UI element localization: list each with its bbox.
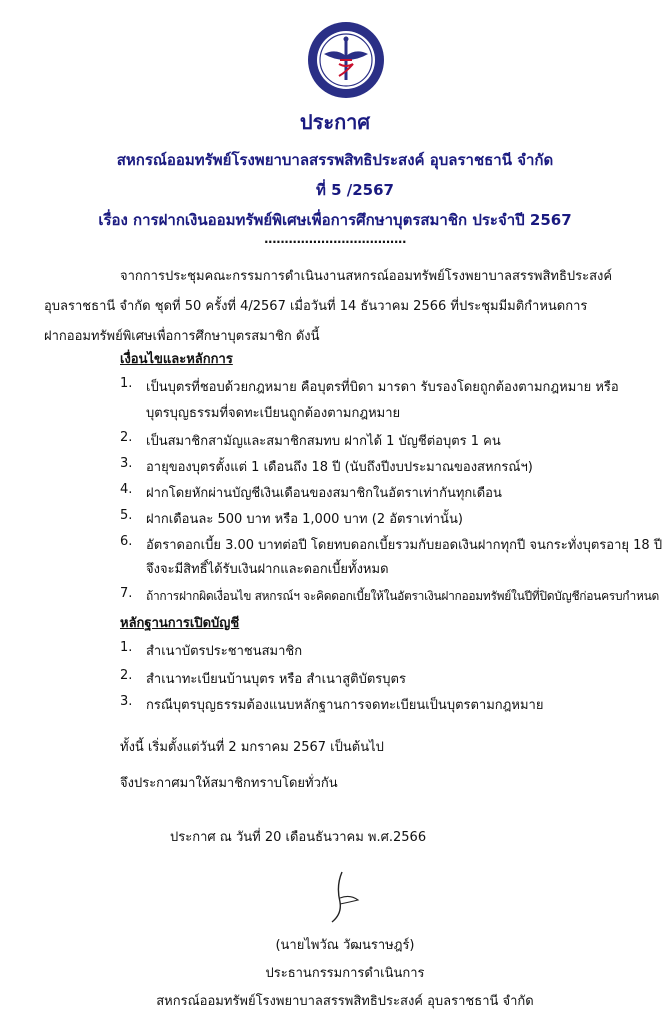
signature-icon [320,868,370,928]
item-number: 5. [120,508,133,523]
item-text: สำเนาบัตรประชาชนสมาชิก [146,644,303,659]
separator-dots: ................................... [263,232,407,246]
item-number: 3. [120,694,133,709]
item-text: กรณีบุตรบุญธรรมต้องแนบหลักฐานการจดทะเบียนเป็นบุตรตามกฎหมาย [146,698,544,713]
coop-emblem-icon [306,20,386,100]
item-text-cont: บุตรบุญธรรมที่จดทะเบียนถูกต้องตามกฎหมาย [146,406,401,421]
item-text: ถ้าการฝากผิดเงื่อนไข สหกรณ์ฯ จะคิดดอกเบี้ยให้ในอัตราเงินฝากออมทรัพย์ในปีที่ปิดบัญชีก่อนครบกำหนด [146,589,659,603]
documents-heading: หลักฐานการเปิดบัญชี [120,616,240,631]
item-text: อัตราดอกเบี้ย 3.00 บาทต่อปี โดยทบดอกเบี้ยรวมกับยอดเงินฝากทุกปี จนกระทั่งบุตรอายุ 18 ปี [146,538,663,553]
page-title: ประกาศ [299,110,371,134]
intro-line-3: ฝากออมทรัพย์พิเศษเพื่อการศึกษาบุตรสมาชิก ดังนี้ [44,329,320,344]
item-number: 6. [120,534,133,549]
announcement-subject: เรื่อง การฝากเงินออมทรัพย์พิเศษเพื่อการศึกษาบุตรสมาชิก ประจำปี 2567 [98,211,572,229]
item-text: ฝากเดือนละ 500 บาท หรือ 1,000 บาท (2 อัตราเท่านั้น) [146,512,463,527]
item-number: 7. [120,586,133,601]
item-text: สำเนาทะเบียนบ้านบุตร หรือ สำเนาสูติบัตรบุตร [146,672,406,687]
intro-line-2: อุบลราชธานี จำกัด ชุดที่ 50 ครั้งที่ 4/2567 เมื่อวันที่ 14 ธันวาคม 2566 ที่ประชุมมีมติกำหนดการ [44,299,588,314]
intro-line-1: จากการประชุมคณะกรรมการดำเนินงานสหกรณ์ออมทรัพย์โรงพยาบาลสรรพสิทธิประสงค์ [120,269,613,284]
item-number: 1. [120,376,133,391]
signer-name: (นายไพวัณ วัฒนราษฎร์) [275,938,415,953]
item-number: 2. [120,430,133,445]
announce-date: ประกาศ ณ วันที่ 20 เดือนธันวาคม พ.ศ.2566 [170,830,427,845]
announcement-number: ที่ 5 /2567 [316,181,394,199]
effective-date: ทั้งนี้ เริ่มตั้งแต่วันที่ 2 มกราคม 2567 เป็นต้นไป [120,740,384,755]
item-number: 1. [120,640,133,655]
item-text-cont: จึงจะมีสิทธิ์ได้รับเงินฝากและดอกเบี้ยทั้งหมด [146,562,389,577]
notice-line: จึงประกาศมาให้สมาชิกทราบโดยทั่วกัน [120,776,338,791]
item-number: 4. [120,482,133,497]
item-text: เป็นบุตรที่ชอบด้วยกฎหมาย คือบุตรที่บิดา มารดา รับรองโดยถูกต้องตามกฎหมาย หรือ [146,380,619,395]
conditions-heading: เงื่อนไขและหลักการ [120,352,233,367]
signer-org: สหกรณ์ออมทรัพย์โรงพยาบาลสรรพสิทธิประสงค์ อุบลราชธานี จำกัด [156,994,534,1009]
coop-name-heading: สหกรณ์ออมทรัพย์โรงพยาบาลสรรพสิทธิประสงค์ อุบลราชธานี จำกัด [116,151,554,169]
item-text: อายุของบุตรตั้งแต่ 1 เดือนถึง 18 ปี (นับถึงปีงบประมาณของสหกรณ์ฯ) [146,460,533,475]
item-number: 2. [120,668,133,683]
signer-position: ประธานกรรมการดำเนินการ [265,966,425,981]
item-number: 3. [120,456,133,471]
item-text: เป็นสมาชิกสามัญและสมาชิกสมทบ ฝากได้ 1 บัญชีต่อบุตร 1 คน [146,434,501,449]
item-text: ฝากโดยหักผ่านบัญชีเงินเดือนของสมาชิกในอัตราเท่ากันทุกเดือน [146,486,502,501]
